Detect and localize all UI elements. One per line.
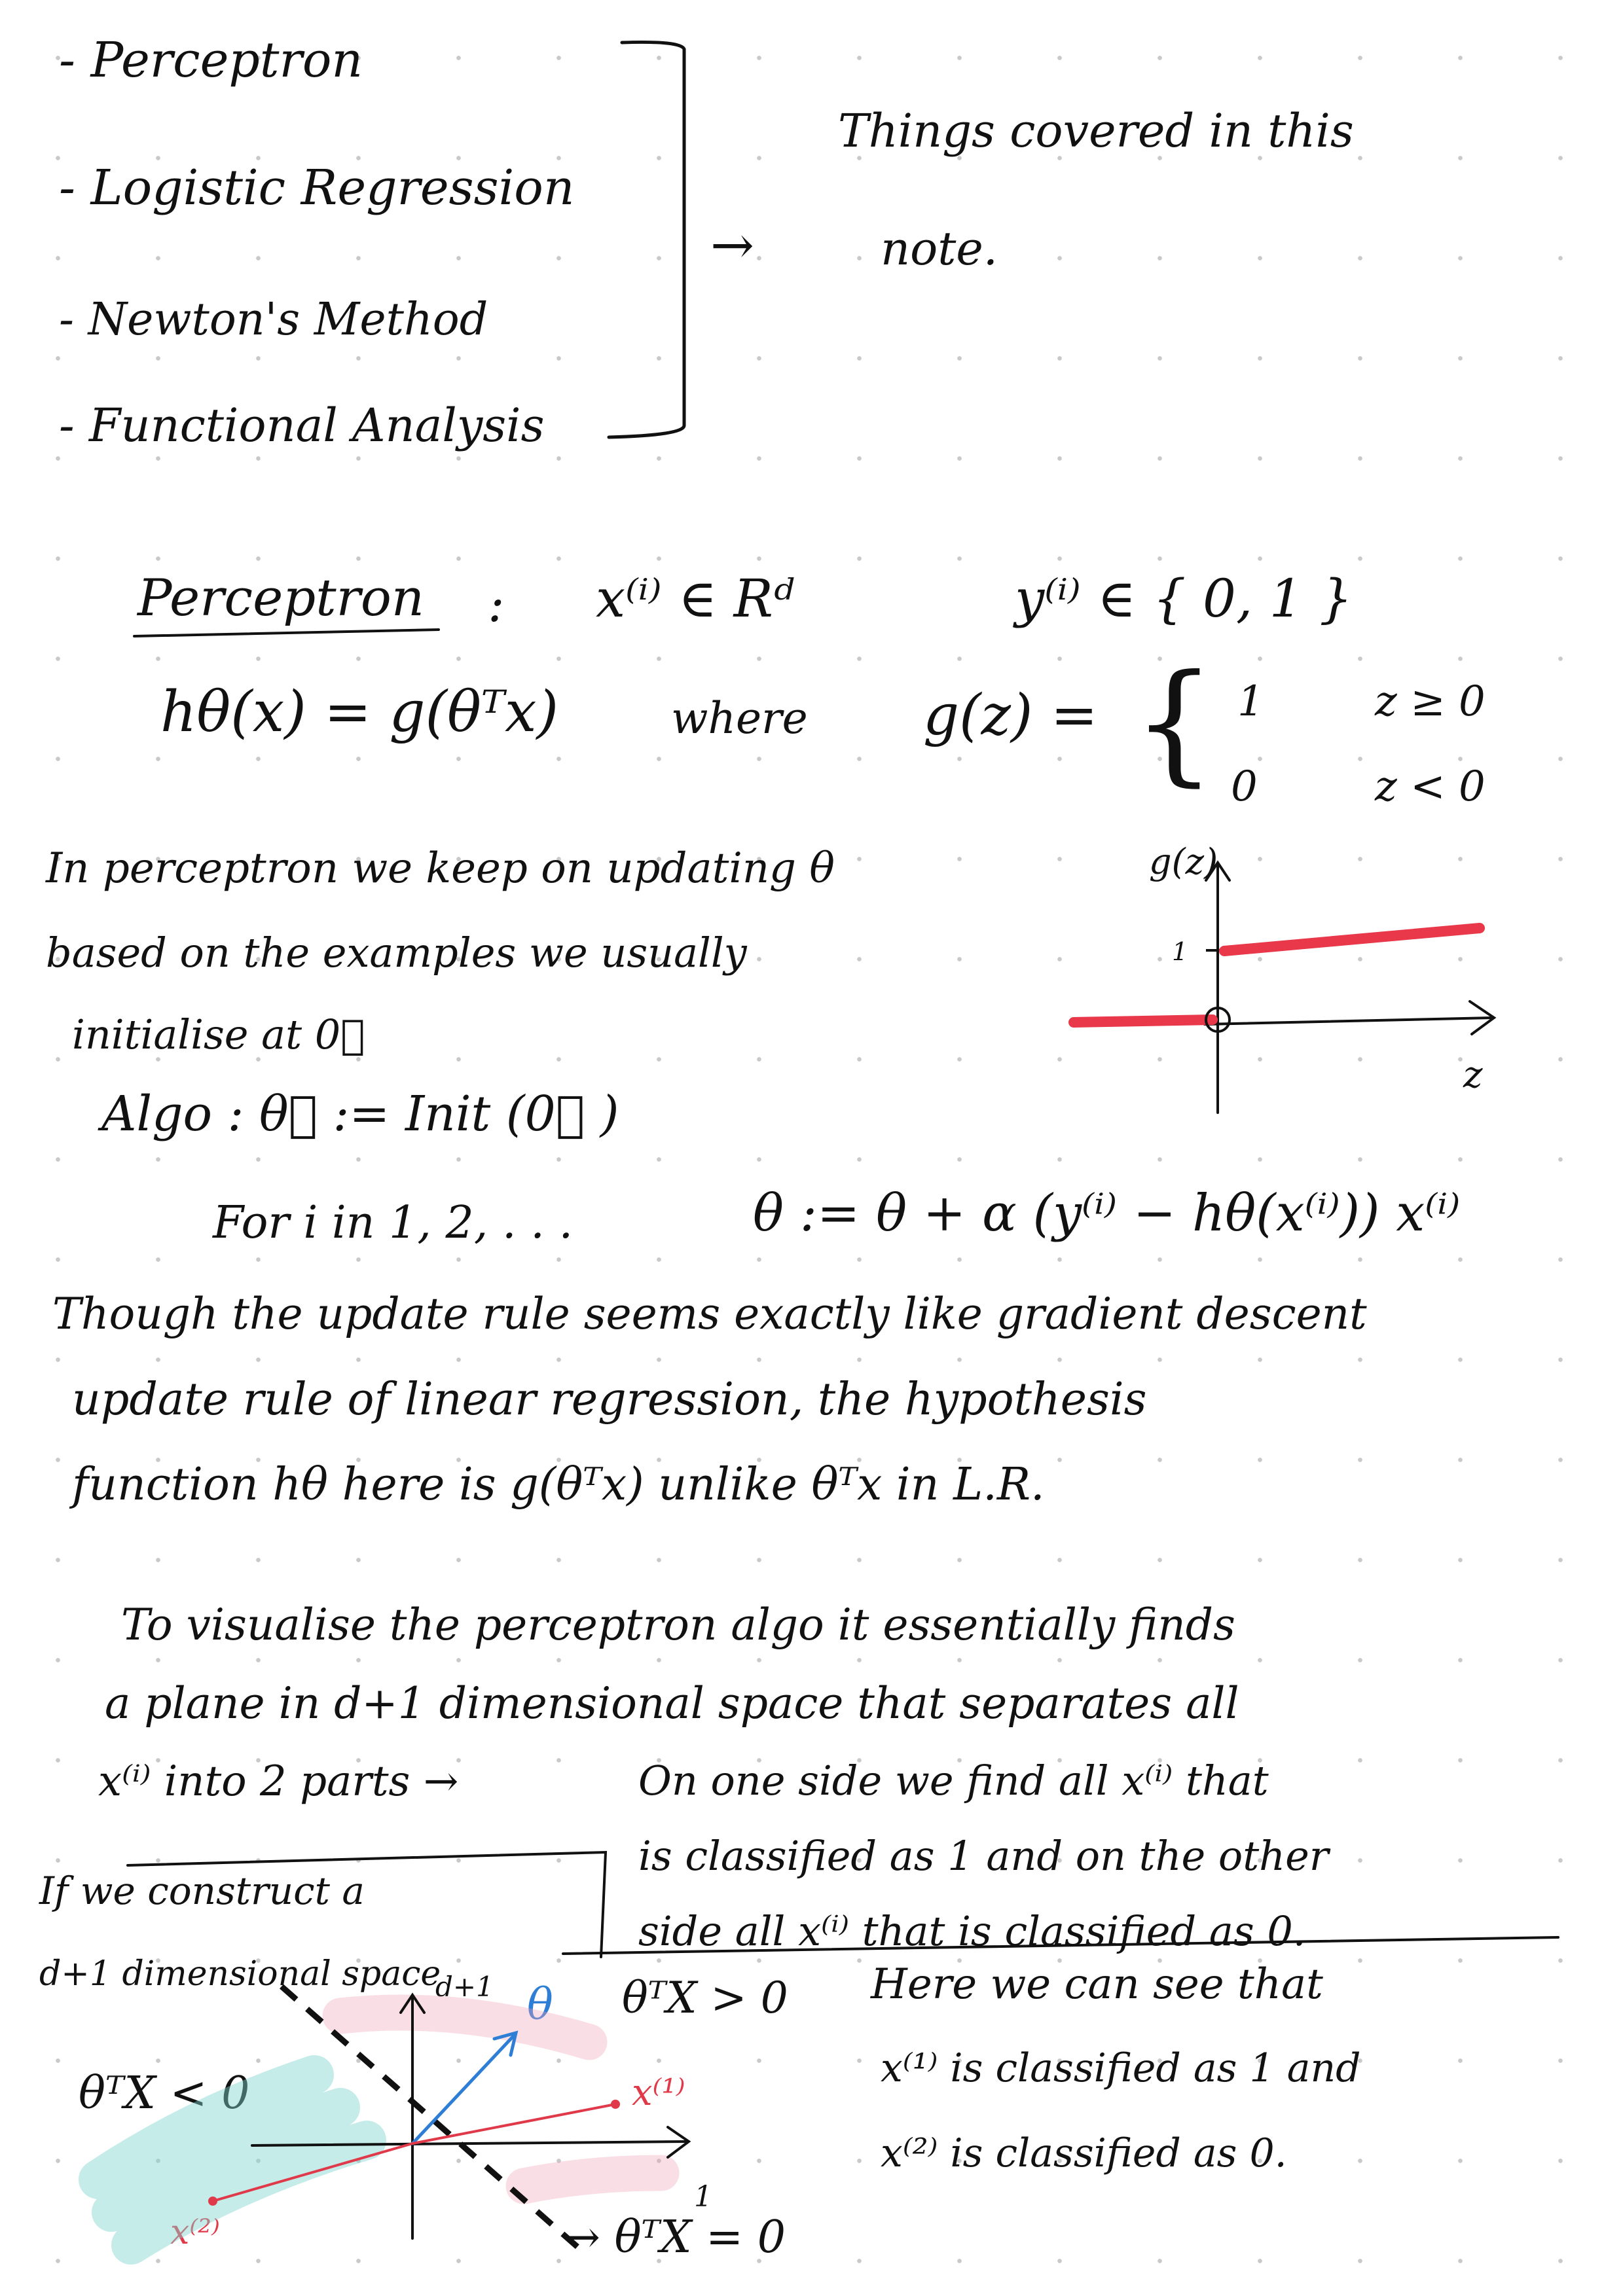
x1-point-label: x⁽¹⁾: [632, 2072, 685, 2114]
step-plot-ylabel: g(z): [1149, 841, 1218, 882]
positive-region-label: θᵀX > 0: [622, 1973, 788, 2023]
visualise-line1: To visualise the perceptron algo it essentially finds: [121, 1600, 1235, 1650]
comparison-line1: Though the update rule seems exactly like gradient descent: [52, 1289, 1367, 1339]
visualise-line3b: On one side we find all x⁽ⁱ⁾ that: [638, 1757, 1269, 1804]
boxed-note-frame: [128, 1852, 606, 1957]
boxed-note-line1: If we construct a: [39, 1869, 365, 1913]
x-definition: x⁽ⁱ⁾ ∈ Rᵈ: [596, 568, 794, 629]
step-plot-upper-segment: [1224, 928, 1480, 951]
comparison-line2: update rule of linear regression, the hypothesis: [72, 1374, 1147, 1426]
covered-text-line1: Things covered in this: [838, 104, 1354, 158]
for-loop: For i in 1, 2, . . .: [213, 1197, 574, 1249]
step-plot-lower-segment: [1074, 1020, 1213, 1022]
x1-point: [611, 2100, 620, 2109]
boxed-note-line2: d+1 dimensional space: [39, 1954, 441, 1994]
theta-vector-label: θ: [527, 1979, 553, 2030]
perceptron-heading: Perceptron: [137, 569, 425, 628]
visualise-line5: side all x⁽ⁱ⁾ that is classified as 0.: [638, 1907, 1306, 1955]
topics-arrow: →: [710, 215, 755, 276]
negative-region-label: θᵀX < 0: [79, 2068, 250, 2119]
update-rule: θ := θ + α (y⁽ⁱ⁾ − hθ(x⁽ⁱ⁾)) x⁽ⁱ⁾: [753, 1184, 1461, 1243]
topics-bracket: [609, 42, 684, 437]
topic-item-logistic-regression: - Logistic Regression: [59, 160, 575, 216]
covered-text-line2: note.: [881, 222, 998, 276]
case2-condition: z < 0: [1375, 762, 1486, 811]
conclusion-line3: x⁽²⁾ is classified as 0.: [881, 2130, 1287, 2176]
topic-item-perceptron: - Perceptron: [59, 32, 363, 88]
step-plot: [1074, 863, 1494, 1113]
algo-init: Algo : θ⃗ := Init (0⃗ ): [101, 1086, 619, 1142]
heading-underline: [134, 630, 439, 636]
visualise-line2: a plane in d+1 dimensional space that separates all: [105, 1678, 1239, 1729]
boundary-label: → θᵀX = 0: [563, 2212, 786, 2263]
comparison-line3: function hθ here is g(θᵀx) unlike θᵀx in L.R.: [72, 1459, 1045, 1511]
axis-top-label: d+1: [435, 1971, 494, 2003]
axis-right-label: 1: [694, 2180, 712, 2214]
conclusion-line1: Here we can see that: [871, 1960, 1323, 2009]
negative-region-highlight: [98, 2075, 367, 2245]
update-text-line3: initialise at 0⃗: [72, 1011, 365, 1058]
where-label: where: [671, 693, 808, 744]
visualise-line3a: x⁽ⁱ⁾ into 2 parts →: [98, 1757, 459, 1806]
step-plot-xlabel: z: [1463, 1054, 1483, 1096]
y-definition: y⁽ⁱ⁾ ∈ { 0, 1 }: [1015, 568, 1353, 629]
case2-value: 0: [1231, 762, 1258, 811]
hypothesis-formula: hθ(x) = g(θᵀx): [160, 679, 559, 745]
step-plot-tick: 1: [1172, 937, 1188, 966]
perceptron-colon: :: [488, 575, 505, 633]
x2-point-label: x⁽²⁾: [170, 2213, 220, 2252]
topic-item-functional-analysis: - Functional Analysis: [59, 399, 545, 452]
case1-condition: z ≥ 0: [1375, 677, 1486, 726]
visualise-line4: is classified as 1 and on the other: [638, 1832, 1329, 1880]
step-plot-x-axis: [1205, 1018, 1493, 1024]
update-text-line2: based on the examples we usually: [46, 929, 747, 977]
topic-item-newtons-method: - Newton's Method: [59, 294, 488, 346]
conclusion-line2: x⁽¹⁾ is classified as 1 and: [881, 2045, 1361, 2091]
section-separator: [563, 1937, 1558, 1954]
update-text-line1: In perceptron we keep on updating θ: [46, 844, 835, 893]
separating-plane-diagram: [98, 1986, 689, 2251]
x2-point: [208, 2197, 217, 2206]
g-definition: g(z) =: [923, 683, 1098, 748]
case1-value: 1: [1237, 677, 1264, 726]
brace-icon: {: [1133, 647, 1216, 799]
